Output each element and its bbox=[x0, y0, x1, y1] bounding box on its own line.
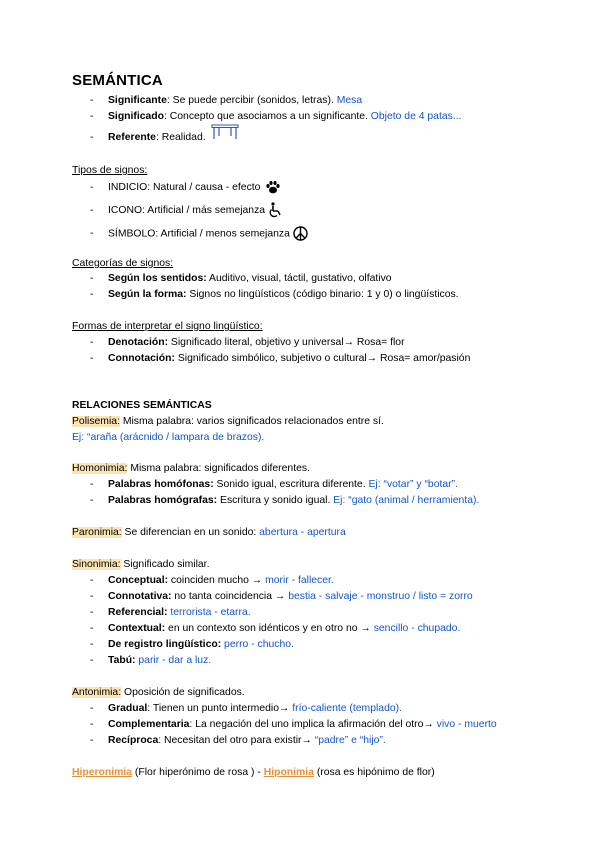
section-heading: Categorías de signos: bbox=[72, 258, 174, 269]
list-item: - Palabras homófonas: Sonido igual, escritura diferente. Ej: “votar” y “botar”. bbox=[90, 479, 458, 490]
paw-icon bbox=[265, 180, 281, 194]
list-item: - De registro lingüístico: perro - chucho. bbox=[90, 639, 294, 650]
list-item: - Significante: Se puede percibir (sonidos, letras). Mesa bbox=[90, 95, 363, 106]
wheelchair-icon bbox=[268, 202, 282, 218]
list-item: - Connotativa: no tanta coincidencia → bestia - salvaje - monstruo / listo = zorro bbox=[90, 591, 473, 602]
list-item: - SÍMBOLO: Artificial / menos semejanza bbox=[90, 226, 308, 241]
list-item: - Complementaria: La negación del uno implica la afirmación del otro→ vivo - muerto bbox=[90, 719, 497, 730]
antonimia-line: Antonimia: Oposición de significados. bbox=[72, 687, 245, 698]
list-item: - Gradual: Tienen un punto intermedio→ frío-caliente (templado). bbox=[90, 703, 402, 714]
section-heading: Formas de interpretar el signo lingüístico: bbox=[72, 321, 263, 332]
paronimia-line: Paronimia: Se diferencian en un sonido: abertura - apertura bbox=[72, 527, 346, 538]
hiperonimia-link[interactable]: Hiperonimia bbox=[72, 767, 133, 778]
polisemia-line: Polisemia: Misma palabra: varios significados relacionados entre sí. bbox=[72, 416, 384, 427]
hiperonimia-line: Hiperonimia (Flor hiperónimo de rosa ) - Hiponimia (rosa es hipónimo de flor) bbox=[72, 767, 435, 778]
list-item: - Según la forma: Signos no lingüísticos (código binario: 1 y 0) o lingüísticos. bbox=[90, 289, 459, 300]
list-item: - Significado: Concepto que asociamos a un significante. Objeto de 4 patas... bbox=[90, 111, 462, 122]
homonimia-line: Homonimia: Misma palabra: significados diferentes. bbox=[72, 463, 310, 474]
list-item: - Recíproca: Necesitan del otro para existir→ “padre” e “hijo”. bbox=[90, 735, 386, 746]
list-item: - Contextual: en un contexto son idénticos y en otro no → sencillo - chupado. bbox=[90, 623, 461, 634]
peace-icon bbox=[293, 226, 308, 241]
list-item: - Connotación: Significado simbólico, subjetivo o cultural→ Rosa= amor/pasión bbox=[90, 353, 471, 364]
polisemia-example: Ej: “araña (arácnido / lampara de brazos). bbox=[72, 432, 265, 443]
list-item: - Palabras homógrafas: Escritura y sonido igual. Ej: “gato (animal / herramienta). bbox=[90, 495, 480, 506]
hiponimia-link[interactable]: Hiponimia bbox=[263, 767, 314, 778]
section-heading: Tipos de signos: bbox=[72, 165, 148, 176]
sinonimia-line: Sinonimia: Significado similar. bbox=[72, 559, 210, 570]
list-item: - Tabú: parir - dar a luz. bbox=[90, 655, 212, 666]
list-item: - Denotación: Significado literal, objetivo y universal→ Rosa= flor bbox=[90, 337, 405, 348]
page-title: SEMÁNTICA bbox=[72, 72, 163, 89]
list-item: - Según los sentidos: Auditivo, visual, táctil, gustativo, olfativo bbox=[90, 273, 392, 284]
list-item: - Referente: Realidad. bbox=[90, 131, 239, 145]
list-item: - INDICIO: Natural / causa - efecto bbox=[90, 180, 281, 195]
list-item: - Conceptual: coinciden mucho → morir - fallecer. bbox=[90, 575, 334, 586]
list-item: - Referencial: terrorista - etarra. bbox=[90, 607, 251, 618]
section-heading: RELACIONES SEMÁNTICAS bbox=[72, 400, 212, 411]
table-icon bbox=[211, 124, 239, 140]
list-item: - ICONO: Artificial / más semejanza bbox=[90, 202, 282, 218]
